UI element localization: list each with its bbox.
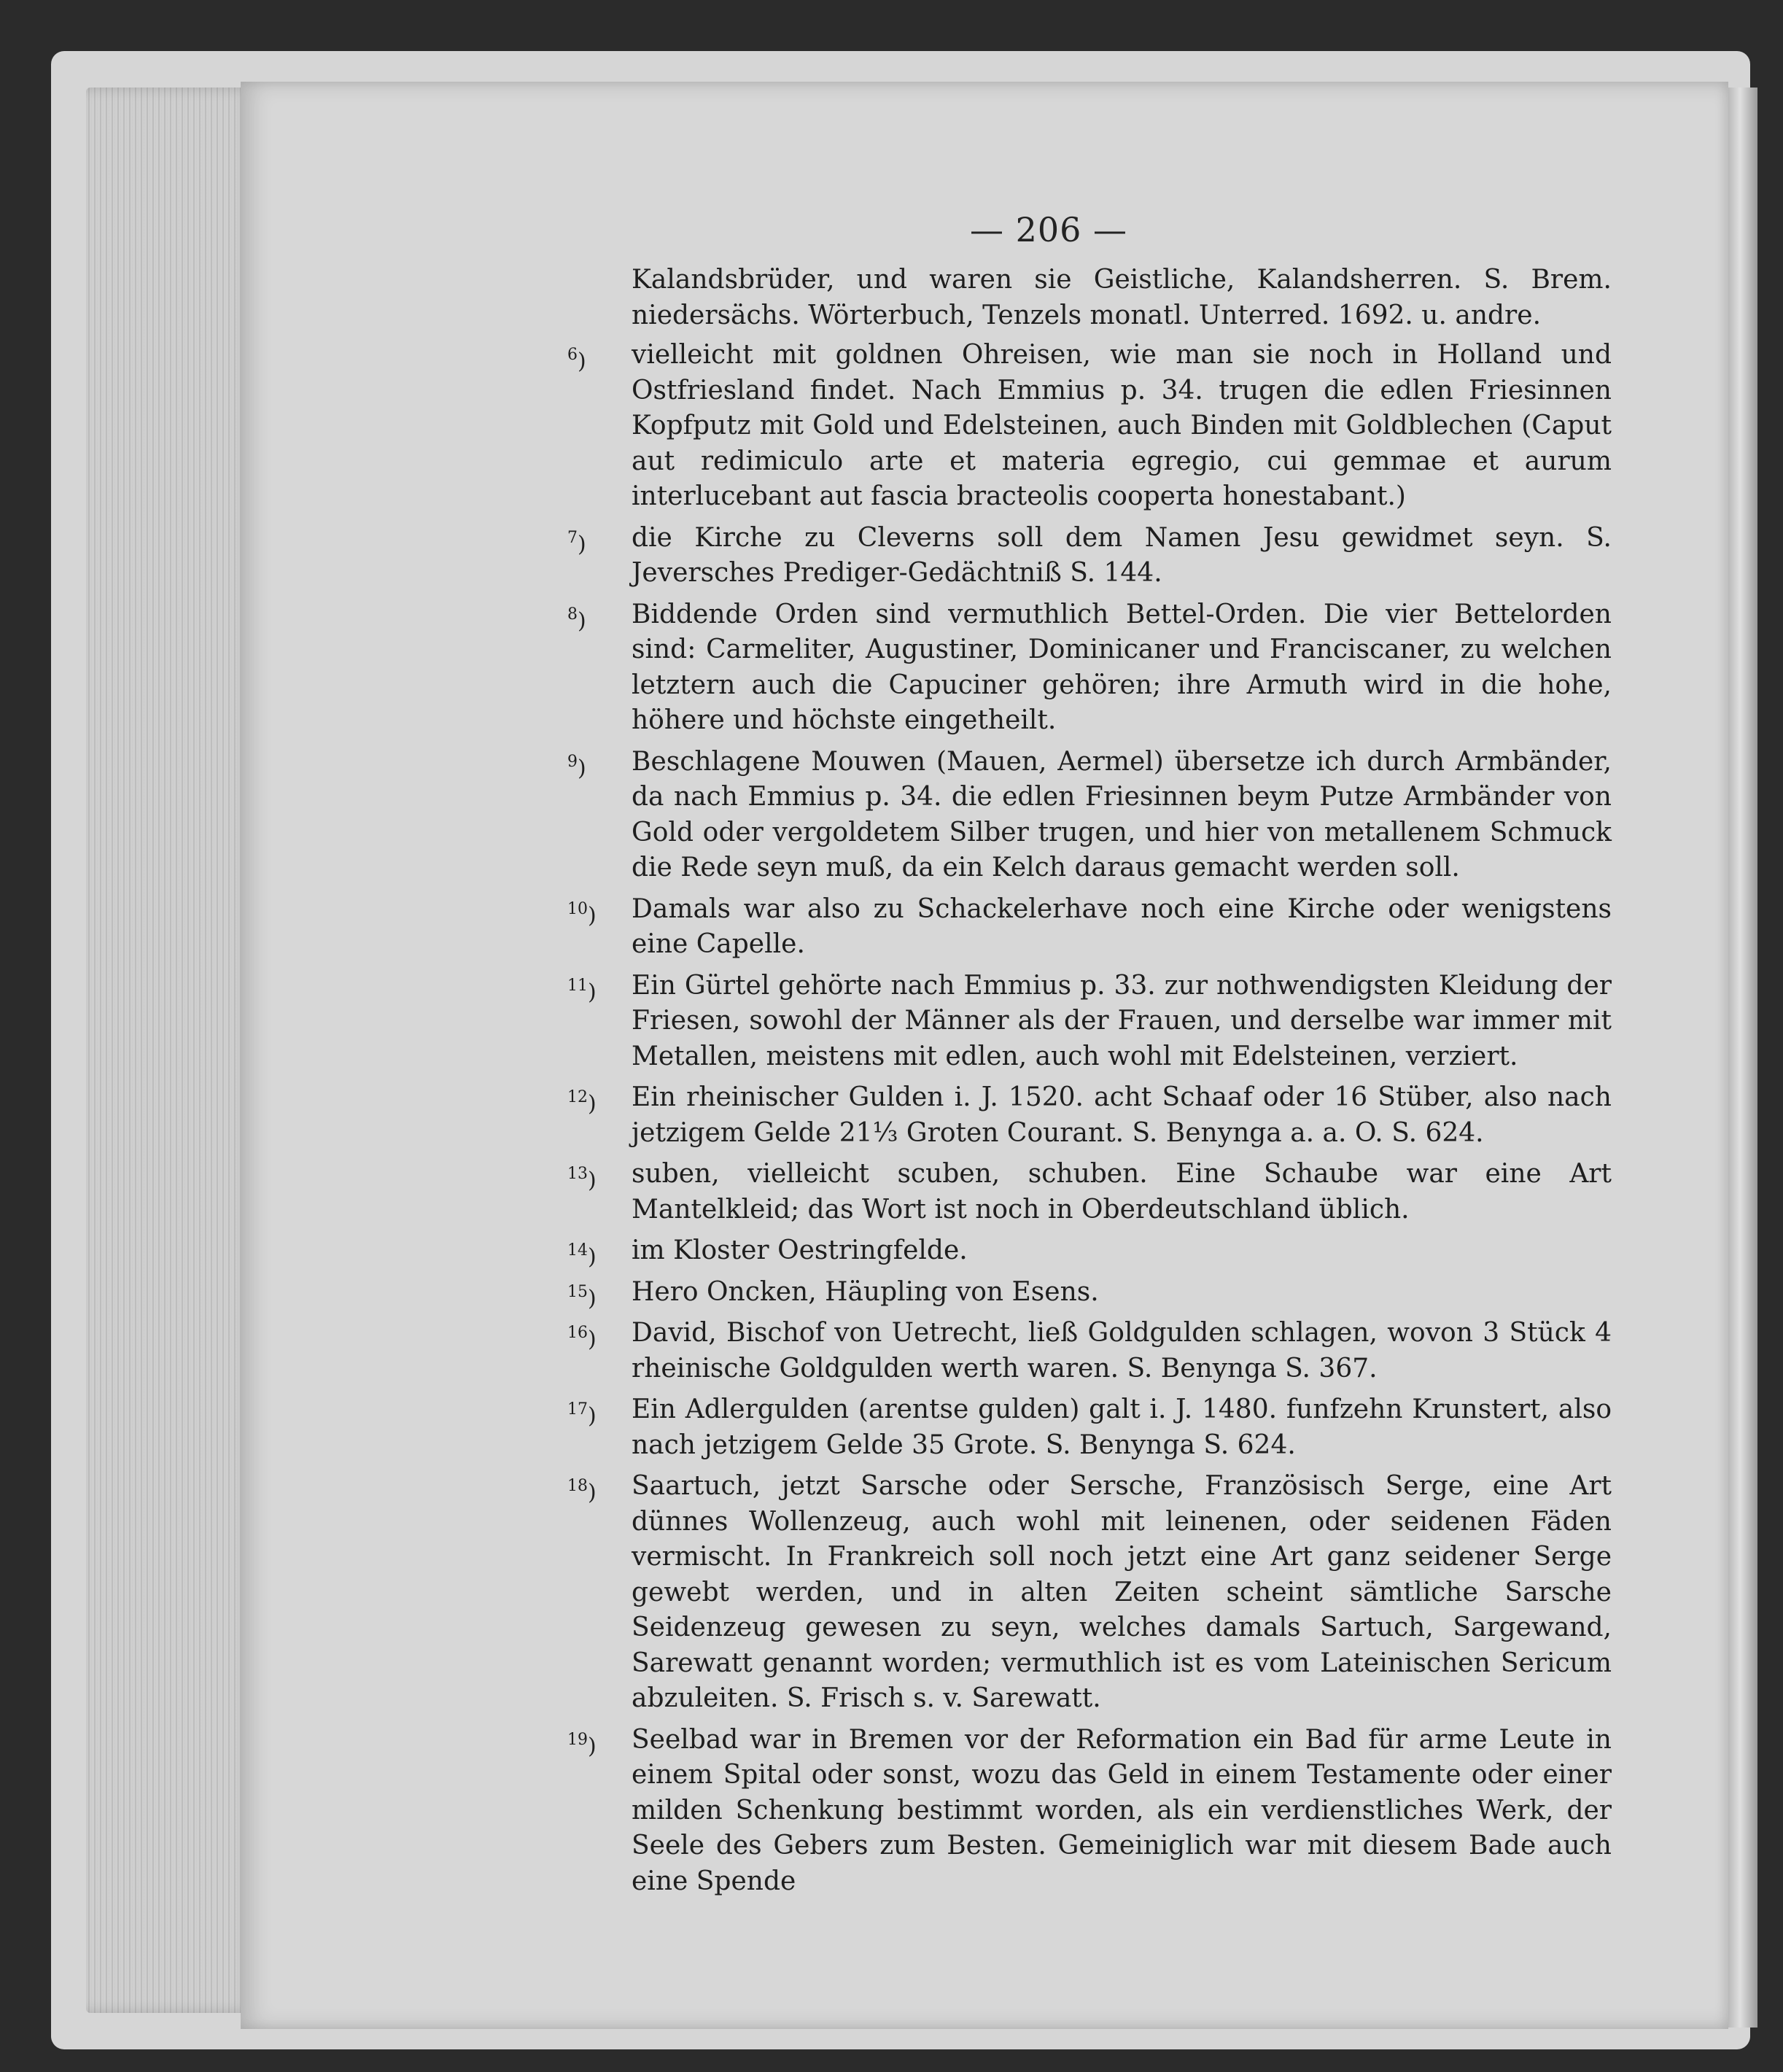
footnote — [569, 521, 1612, 591]
footnote-text: vielleicht mit goldnen Ohreisen, wie man sie noch in Holland und Ostfriesland findet. Nach Emmius p. 34. trugen die edlen Friesinnen Kopfputz mit Gold und Edelsteinen, auch Binden mit Goldblechen (Caput aut redimiculo arte et materia egregio, cui gemmae et aurum interlucebant aut fascia bracteolis cooperta honestabant.) — [632, 340, 1612, 511]
footnote-marker: $^{11}$) — [567, 976, 597, 1005]
footnote-text: Damals war also zu Schackelerhave noch eine Kirche oder wenigstens eine Capelle. — [632, 893, 1612, 959]
footnote-marker: $^6$) — [567, 346, 586, 374]
footnote-text: Ein rheinischer Gulden i. J. 1520. acht Schaaf oder 16 Stüber, also nach jetzigem Gelde 21⅓ Groten Courant. S. Benynga a. a. O. S. 624. — [632, 1082, 1612, 1148]
footnote-text: Ein Adlergulden (arentse gulden) galt i. J. 1480. funfzehn Krunstert, also nach jetzigem Gelde 35 Grote. S. Benynga S. 624. — [632, 1394, 1612, 1460]
footnote — [569, 1723, 1612, 1900]
next-page-edge — [1728, 88, 1757, 2028]
footnote-marker: $^{19}$) — [567, 1730, 597, 1759]
footnote — [569, 1392, 1612, 1463]
footnote — [569, 892, 1612, 963]
footnote — [569, 1316, 1612, 1386]
page-number: — 206 — — [970, 210, 1128, 249]
footnote — [569, 1233, 1612, 1269]
footnote-text: Hero Oncken, Häupling von Esens. — [632, 1276, 1099, 1307]
footnote-marker: $^{14}$) — [567, 1241, 597, 1270]
footnote-text: Seelbad war in Bremen vor der Reformation ein Bad für arme Leute in einem Spital oder sonst, wozu das Geld in einem Testamente oder einer milden Schenkung bestimmt worden, als ein verdienstliches Werk, der Seele des Gebers zum Besten. Gemeiniglich war mit diesem Bade auch eine Spende — [632, 1724, 1612, 1896]
footnote-marker: $^{16}$) — [567, 1324, 597, 1352]
footnote — [569, 263, 1612, 333]
footnote-marker: $^{18}$) — [567, 1477, 597, 1505]
footnote-marker: $^7$) — [567, 528, 586, 557]
footnote-text: Ein Gürtel gehörte nach Emmius p. 33. zur nothwendigsten Kleidung der Friesen, sowohl der Männer als der Frauen, und derselbe war immer mit Metallen, meistens mit edlen, auch wohl mit Edelsteinen, verziert. — [632, 970, 1612, 1071]
footnote-text: David, Bischof von Uetrecht, ließ Goldgulden schlagen, wovon 3 Stück 4 rheinische Goldgulden werth waren. S. Benynga S. 367. — [632, 1318, 1612, 1384]
footnote — [569, 1469, 1612, 1717]
footnote — [569, 338, 1612, 515]
footnote-text: im Kloster Oestringfelde. — [632, 1235, 968, 1265]
footnote-marker: $^{13}$) — [567, 1165, 597, 1193]
footnote-marker: $^{15}$) — [567, 1282, 597, 1311]
footnote — [569, 1080, 1612, 1151]
footnote — [569, 745, 1612, 886]
footnote-marker: $^9$) — [567, 752, 586, 781]
footnote — [569, 1275, 1612, 1311]
footnote-marker: $^8$) — [567, 605, 586, 634]
footnote — [569, 597, 1612, 739]
footnote-text: Beschlagene Mouwen (Mauen, Aermel) übersetze ich durch Armbänder, da nach Emmius p. 34. die edlen Friesinnen beym Putze Armbänder von Gold oder vergoldetem Silber trugen, und hier von metallenem Schmuck die Rede seyn muß, da ein Kelch daraus gemacht werden soll. — [632, 746, 1612, 882]
footnote-marker: $^{12}$) — [567, 1088, 597, 1117]
footnote-text: Kalandsbrüder, und waren sie Geistliche, Kalandsherren. S. Brem. niedersächs. Wörterbuch, Tenzels monatl. Unterred. 1692. u. andre. — [632, 265, 1612, 330]
footnote-text: Saartuch, jetzt Sarsche oder Sersche, Französisch Serge, eine Art dünnes Wollenzeug, auch wohl mit leinenen, oder seidenen Fäden vermischt. In Frankreich soll noch jetzt eine Art ganz seidener Serge gewebt werden, und in alten Zeiten scheint sämtliche Sarsche Seidenzeug gewesen zu seyn, welches damals Sartuch, Sargewand, Sarewatt genannt worden; vermuthlich ist es vom Lateinischen Sericum abzuleiten. S. Frisch s. v. Sarewatt. — [632, 1471, 1612, 1713]
footnote — [569, 969, 1612, 1075]
page-edges — [86, 88, 254, 2013]
footnote-marker: $^{17}$) — [567, 1400, 597, 1429]
footnote-text: Biddende Orden sind vermuthlich Bettel-Orden. Die vier Bettelorden sind: Carmeliter, Augustiner, Dominicaner und Franciscaner, zu welchen letztern auch die Capuciner gehören; ihre Armuth wird in die hohe, höhere und höchste eingetheilt. — [632, 599, 1612, 735]
footnote-text: die Kirche zu Cleverns soll dem Namen Jesu gewidmet seyn. S. Jeversches Prediger-Gedächtniß S. 144. — [632, 522, 1612, 588]
footnote-marker: $^{10}$) — [567, 899, 597, 928]
footnote-text: suben, vielleicht scuben, schuben. Eine Schaube war eine Art Mantelkleid; das Wort ist noch in Oberdeutschland üblich. — [632, 1159, 1612, 1225]
footnote — [569, 1157, 1612, 1227]
footnotes — [569, 263, 1612, 1905]
